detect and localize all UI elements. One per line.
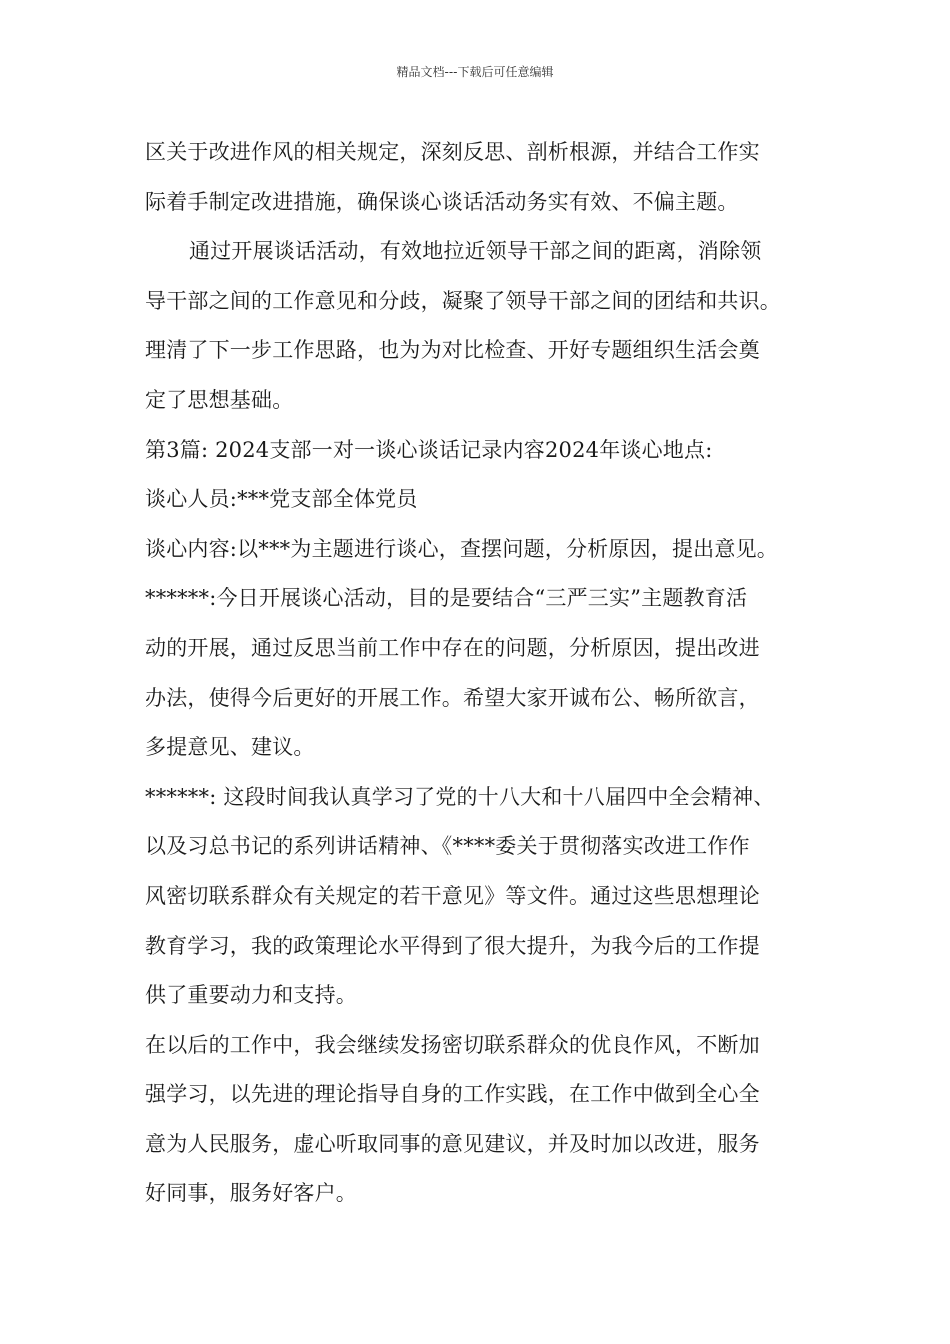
document-body <box>145 128 835 1219</box>
text-line: 动的开展，通过反思当前工作中存在的问题，分析原因，提出改进 <box>145 635 760 660</box>
text-line: ******: 这段时间我认真学习了党的十八大和十八届四中全会精神、 <box>145 784 775 809</box>
text-line: 意为人民服务，虚心听取同事的意见建议，并及时加以改进，服务 <box>145 1131 760 1156</box>
text-line: 际着手制定改进措施，确保谈心谈话活动务实有效、不偏主题。 <box>145 189 739 214</box>
text-line: 通过开展谈话活动，有效地拉近领导干部之间的距离，消除领 <box>189 239 762 264</box>
text-line: 理清了下一步工作思路，也为为对比检查、开好专题组织生活会奠 <box>145 338 760 363</box>
text-line: 区关于改进作风的相关规定，深刻反思、剖析根源，并结合工作实 <box>145 140 760 164</box>
text-line: ******:今日开展谈心活动，目的是要结合“三严三实”主题教育活 <box>145 586 748 611</box>
text-line: 教育学习，我的政策理论水平得到了很大提升，为我今后的工作提 <box>145 933 760 958</box>
page-header: 精品文档---下载后可任意编辑 <box>396 65 554 79</box>
text-line: 供了重要动力和支持。 <box>145 983 357 1008</box>
text-line: 办法，使得今后更好的开展工作。希望大家开诚布公、畅所欲言， <box>145 685 760 710</box>
text-line: 定了思想基础。 <box>145 387 294 412</box>
text-line: 导干部之间的工作意见和分歧，凝聚了领导干部之间的团结和共识。 <box>145 288 781 313</box>
text-line: 在以后的工作中，我会继续发扬密切联系群众的优良作风，不断加 <box>145 1032 760 1057</box>
text-line: 谈心内容:以***为主题进行谈心，查摆问题，分析原因，提出意见。 <box>145 536 778 561</box>
text-line: 多提意见、建议。 <box>145 735 315 760</box>
text-line: 强学习，以先进的理论指导自身的工作实践，在工作中做到全心全 <box>145 1082 760 1107</box>
text-line: 好同事，服务好客户。 <box>145 1181 357 1206</box>
section-heading: 第3篇: 2024支部一对一谈心谈话记录内容2024年谈心地点: <box>145 437 713 462</box>
text-line: 以及习总书记的系列讲话精神、《****委关于贯彻落实改进工作作 <box>145 834 750 859</box>
text-line: 谈心人员:***党支部全体党员 <box>145 487 418 512</box>
text-line: 风密切联系群众有关规定的若干意见》等文件。通过这些思想理论 <box>145 883 760 908</box>
